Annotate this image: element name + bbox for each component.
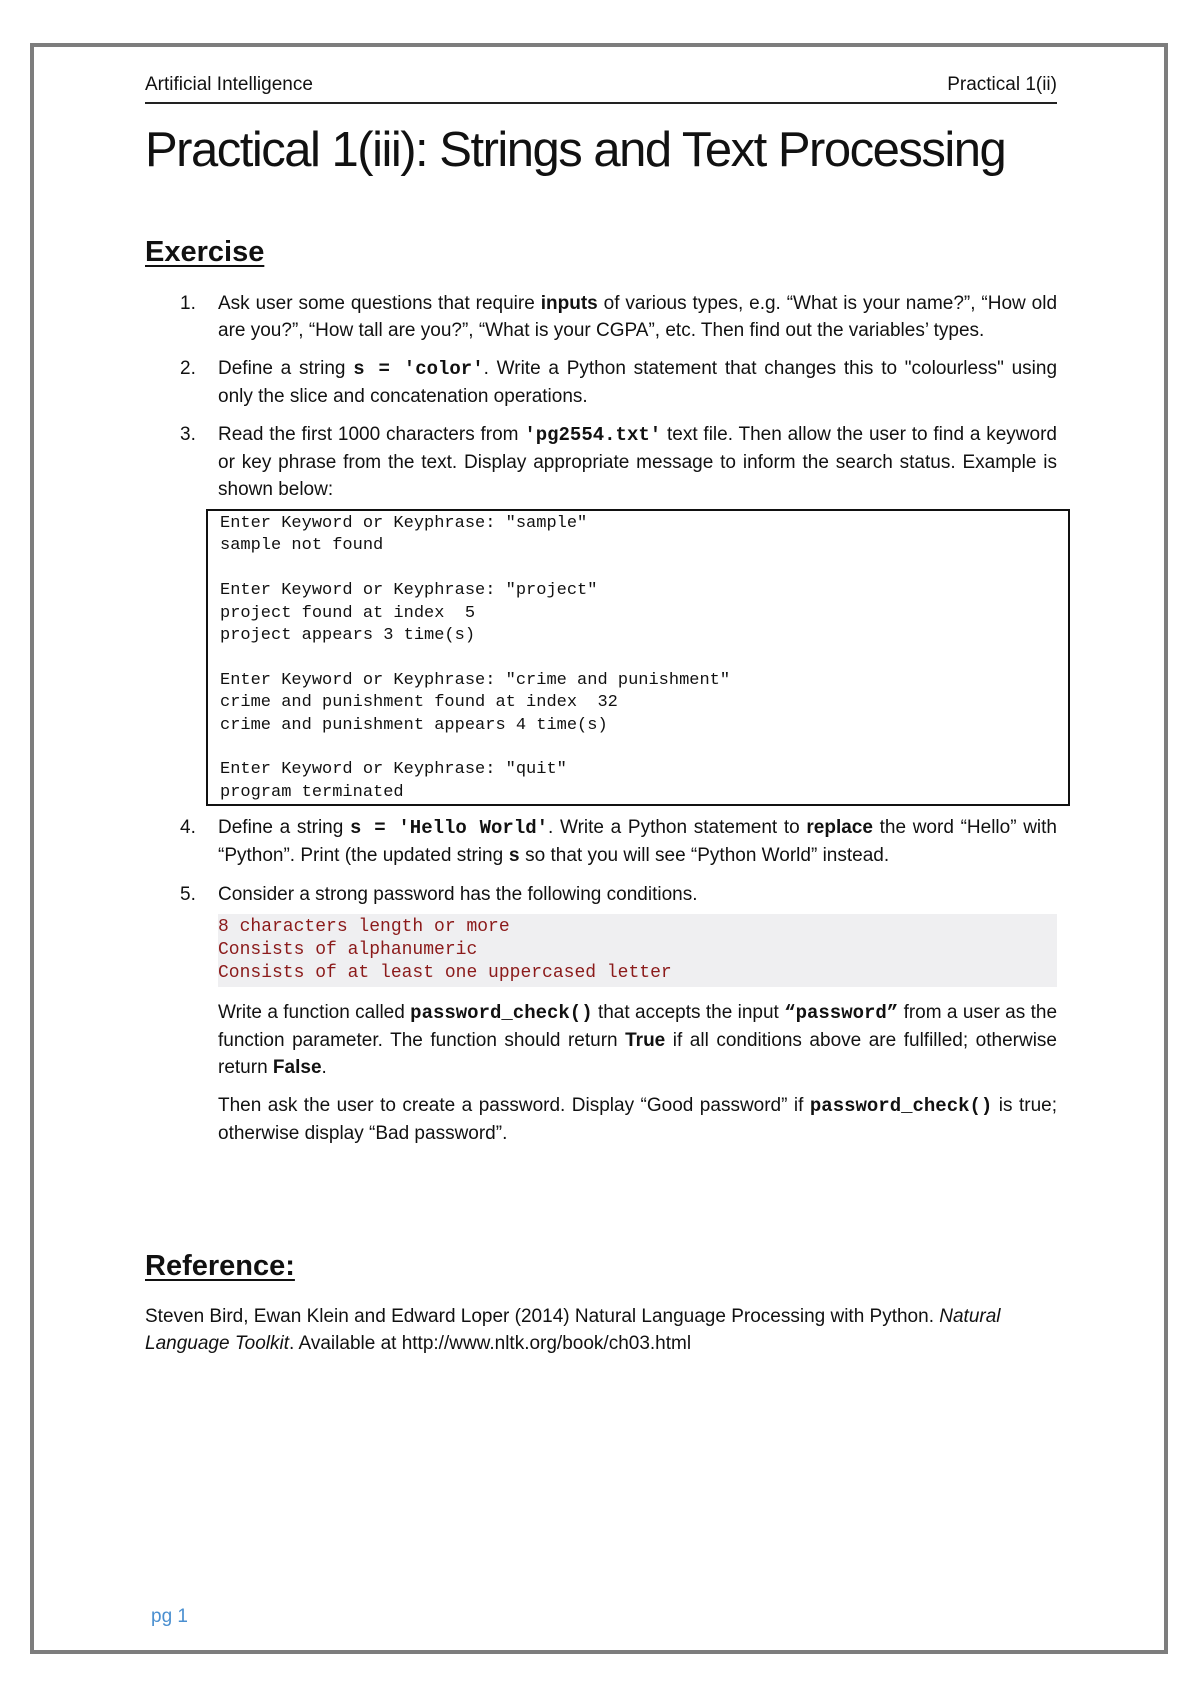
list-item: [145, 814, 1057, 870]
header-course: Artificial Intelligence: [145, 74, 313, 95]
item-text: if all conditions above are fulfilled; otherwise return: [218, 1030, 1057, 1079]
page-number: pg 1: [151, 1606, 188, 1627]
item-number: 3.: [180, 424, 196, 445]
exercise-heading: Exercise: [145, 236, 265, 268]
item-text: that accepts the input: [592, 1002, 785, 1024]
page-header: [145, 74, 1057, 104]
page-title: Practical 1(iii): Strings and Text Processing: [145, 123, 1006, 177]
item-paragraph: [145, 999, 1057, 1081]
item-number: 4.: [180, 817, 196, 839]
console-line: crime and punishment found at index 32: [220, 693, 618, 713]
inline-code: password_check(): [410, 1002, 593, 1025]
reference-text: [145, 1303, 1057, 1357]
console-line: program terminated: [220, 782, 404, 802]
console-example-box: [206, 509, 1070, 806]
console-line: project found at index 5: [220, 603, 476, 623]
item-text: is true; otherwise display “Bad password”.: [218, 1095, 1057, 1145]
item-text: Consider a strong password has the following conditions.: [218, 884, 698, 906]
item-text: Ask user some questions that require: [218, 293, 541, 314]
item-bold: replace: [806, 817, 873, 839]
inline-code: s: [508, 845, 520, 868]
inline-code: “password”: [784, 1002, 899, 1025]
item-number: 1.: [180, 293, 196, 314]
list-item: [145, 881, 1057, 908]
reference-part: Steven Bird, Ewan Klein and Edward Loper (2014) Natural Language Processing with Python.: [145, 1306, 940, 1327]
inline-code: 'pg2554.txt': [524, 424, 662, 446]
console-line: Enter Keyword or Keyphrase: "sample": [220, 514, 588, 533]
item-text: Define a string: [218, 817, 350, 839]
item-text: . Write a Python statement to: [548, 817, 807, 839]
item-bold: inputs: [540, 293, 598, 314]
item-text: Read the first 1000 characters from: [218, 424, 525, 445]
header-practical: Practical 1(ii): [947, 74, 1057, 95]
condition-line: Consists of alphanumeric: [218, 940, 478, 961]
list-item: [145, 290, 1057, 344]
console-line: sample not found: [220, 536, 384, 556]
item-text: so that you will see “Python World” instead.: [519, 845, 890, 867]
item-number: 5.: [180, 884, 196, 906]
console-line: Enter Keyword or Keyphrase: "quit": [220, 760, 567, 780]
inline-code: s = 'Hello World': [350, 817, 549, 840]
item-text: from a user as the function parameter. The function should return: [218, 1002, 1058, 1052]
item-text: Then ask the user to create a password. Display “Good password” if: [218, 1095, 810, 1117]
item-text: Write a function called: [218, 1002, 411, 1024]
item-bold: True: [625, 1030, 666, 1052]
console-line: Enter Keyword or Keyphrase: "crime and punishment": [220, 670, 731, 690]
console-line: project appears 3 time(s): [220, 626, 476, 646]
item-text: Define a string: [218, 358, 354, 379]
item-text: of various types, e.g. “What is your name?”, “How old are you?”, “How tall are you?”, “What is your CGPA”, etc. Then find out the variables’ types.: [218, 293, 1058, 341]
item-text: . Write a Python statement that changes this to "colourless" using only the slice and concatenation operations.: [218, 358, 1058, 407]
console-line: crime and punishment appears 4 time(s): [220, 715, 608, 735]
item-number: 2.: [180, 358, 196, 379]
list-item: [145, 421, 1057, 503]
list-item: [145, 355, 1057, 410]
reference-part: . Available at http://www.nltk.org/book/ch03.html: [289, 1333, 692, 1354]
item-text: the word “Hello” with “Python”. Print (the updated string: [218, 817, 1057, 867]
inline-code: password_check(): [809, 1095, 993, 1118]
condition-line: 8 characters length or more: [218, 917, 510, 938]
item-paragraph: [145, 1092, 1057, 1147]
condition-line: Consists of at least one uppercased letter: [218, 963, 672, 984]
exercise-list: [145, 290, 1057, 1158]
password-conditions-box: [218, 914, 1057, 987]
inline-code: s = 'color': [353, 358, 484, 380]
item-text: text file. Then allow the user to find a keyword or key phrase from the text. Display appropriate message to inform the search status. Example is shown below:: [218, 424, 1057, 500]
reference-italic: Natural Language Toolkit: [145, 1306, 1001, 1354]
item-bold: False: [272, 1057, 322, 1079]
reference-heading: Reference:: [145, 1250, 295, 1282]
console-line: Enter Keyword or Keyphrase: "project": [220, 581, 598, 601]
item-text: .: [321, 1057, 327, 1079]
